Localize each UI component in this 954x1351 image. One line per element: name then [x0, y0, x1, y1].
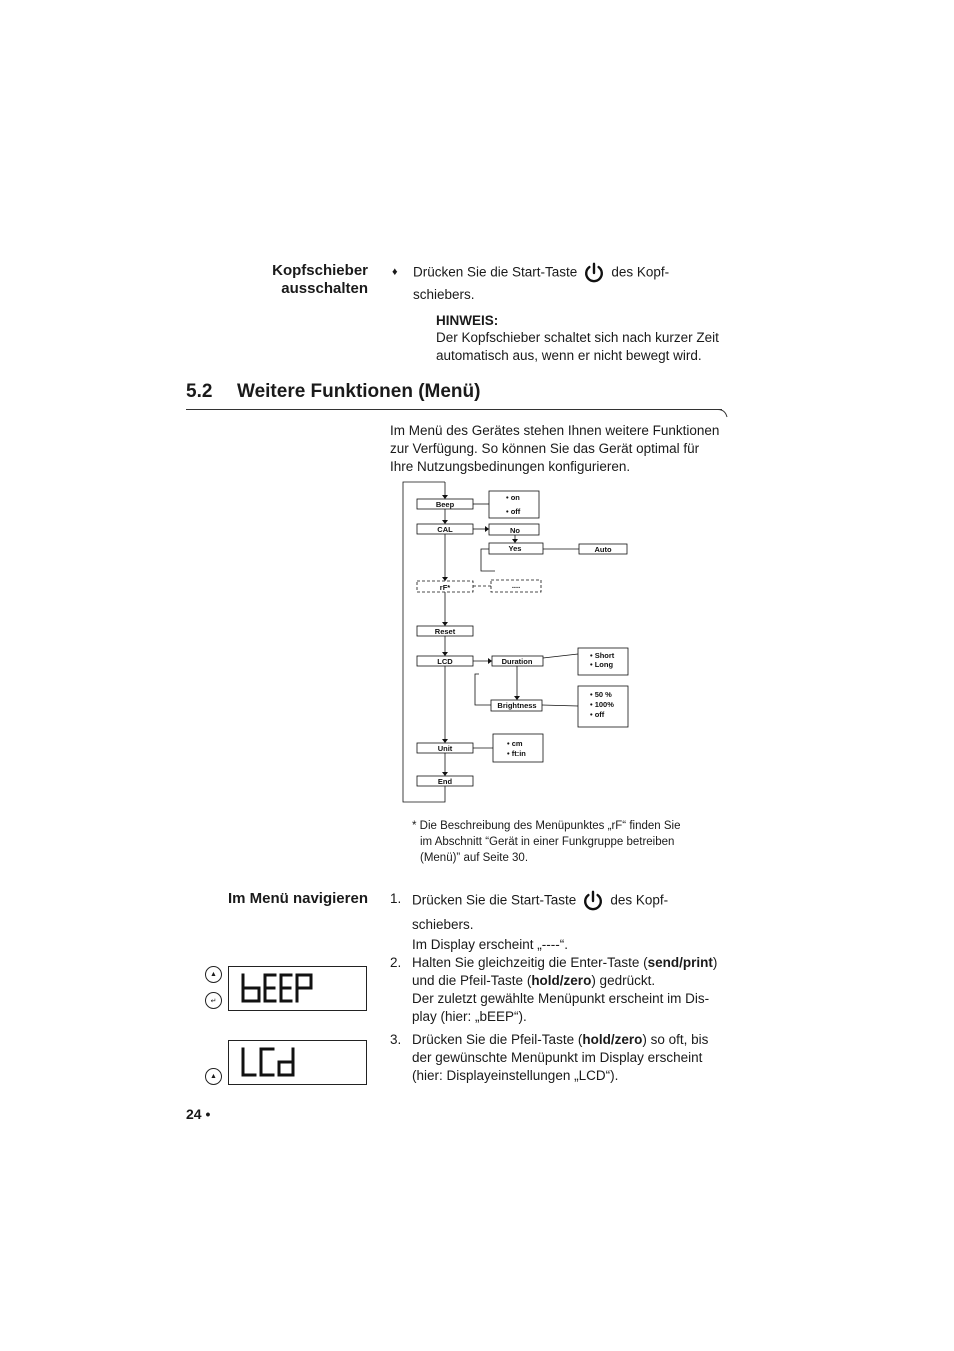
footnote-line: * Die Beschreibung des Menüpunktes „rF“ finden Sie — [412, 820, 681, 832]
node-beep: Beep — [435, 500, 455, 509]
node-lcd: LCD — [437, 657, 453, 666]
enter-button-icon: ↵ — [205, 992, 222, 1009]
step-number: 1. — [390, 891, 402, 906]
opt-unit-ftin: • ft:in — [507, 749, 526, 758]
intro-paragraph — [390, 422, 735, 476]
opt-beep-on: • on — [506, 493, 520, 502]
hinweis-note — [436, 313, 746, 365]
step-2 — [390, 954, 735, 1029]
rule-corner — [718, 409, 730, 419]
node-end: End — [437, 777, 453, 786]
node-unit: Unit — [437, 744, 453, 753]
step-number: 2. — [390, 955, 402, 970]
note-title: HINWEIS: — [436, 313, 499, 328]
step-text: des Kopf- — [610, 892, 669, 908]
node-brightness: Brightness — [497, 701, 537, 710]
note-line: automatisch aus, wenn er nicht bewegt wird. — [436, 348, 702, 363]
footnote-line: (Menü)” auf Seite 30. — [420, 852, 529, 864]
power-icon — [583, 262, 605, 284]
power-icon — [582, 890, 604, 912]
intro-line: Ihre Nutzungsbedinungen konfigurieren. — [390, 459, 631, 474]
step-text: schiebers. — [412, 917, 474, 932]
node-reset: Reset — [434, 627, 456, 636]
step-text: der gewünschte Menüpunkt im Display erscheint — [412, 1050, 703, 1065]
step-text: Drücken Sie die Pfeil-Taste ( — [412, 1032, 583, 1047]
step-text: (hier: Displayeinstellungen „LCD“). — [412, 1068, 619, 1083]
heading-kopfschieber-ausschalten — [200, 262, 368, 298]
step-1 — [390, 890, 735, 950]
step-text: ) so oft, bis — [642, 1032, 709, 1047]
page-number: 24 • — [186, 1106, 211, 1122]
section-title-text: Weitere Funktionen (Menü) — [236, 381, 481, 402]
opt-br-100: • 100% — [590, 700, 614, 709]
node-duration: Duration — [501, 657, 533, 666]
heading-im-menue-navigieren: Im Menü navigieren — [227, 890, 368, 907]
key-send-print: send/print — [647, 955, 713, 970]
lcd-display-lcd — [228, 1040, 367, 1085]
footnote-line: im Abschnitt “Gerät in einer Funkgruppe betreiben — [420, 836, 675, 848]
section-rule — [186, 409, 722, 410]
step-text: Im Display erscheint „----“. — [412, 937, 569, 952]
step-text: ) — [712, 955, 718, 970]
node-cal: CAL — [437, 525, 453, 534]
step-text: und die Pfeil-Taste ( — [412, 973, 532, 988]
step-text: play (hier: „bEEP“). — [412, 1009, 527, 1024]
diamond-bullet-icon: ♦ — [392, 266, 398, 278]
intro-line: zur Verfügung. So können Sie das Gerät optimal für — [390, 441, 700, 456]
footnote — [412, 818, 732, 866]
menu-flow-diagram — [395, 478, 640, 808]
bullet-text: Drücken Sie die Start-Taste — [413, 264, 578, 280]
bullet-text-2: des Kopf- — [611, 264, 670, 280]
step-text: ) gedrückt. — [591, 973, 656, 988]
key-hold-zero: hold/zero — [582, 1032, 643, 1047]
lcd-display-beep — [228, 966, 367, 1011]
opt-dur-long: • Long — [590, 660, 614, 669]
opt-br-50: • 50 % — [590, 690, 612, 699]
heading-line-1: Kopfschieber — [272, 262, 368, 279]
opt-beep-off: • off — [506, 507, 521, 516]
opt-br-off: • off — [590, 710, 605, 719]
lcd-segments-beep — [229, 967, 366, 1010]
heading-line-2: ausschalten — [281, 280, 368, 297]
step-text: Halten Sie gleichzeitig die Enter-Taste ( — [412, 955, 648, 970]
node-rf-sub: .... — [511, 581, 521, 590]
section-title — [186, 381, 480, 403]
node-rf: rF* — [439, 583, 451, 592]
node-no: No — [510, 526, 520, 535]
opt-unit-cm: • cm — [507, 739, 523, 748]
node-auto: Auto — [594, 545, 612, 554]
opt-dur-short: • Short — [590, 651, 615, 660]
node-yes: Yes — [508, 544, 522, 553]
lcd-segments-lcd — [229, 1041, 366, 1084]
intro-line: Im Menü des Gerätes stehen Ihnen weitere Funktionen — [390, 423, 720, 438]
note-line: Der Kopfschieber schaltet sich nach kurzer Zeit — [436, 330, 719, 345]
arrow-up-button-icon: ▲ — [205, 1068, 222, 1085]
bullet-text-3: schiebers. — [413, 287, 475, 302]
step-text: Der zuletzt gewählte Menüpunkt erscheint im Dis- — [412, 991, 710, 1006]
step-3 — [390, 1031, 735, 1091]
key-hold-zero: hold/zero — [531, 973, 592, 988]
step-text: Drücken Sie die Start-Taste — [412, 892, 577, 908]
arrow-up-button-icon: ▲ — [205, 966, 222, 983]
step-number: 3. — [390, 1032, 402, 1047]
section-number: 5.2 — [186, 381, 213, 402]
